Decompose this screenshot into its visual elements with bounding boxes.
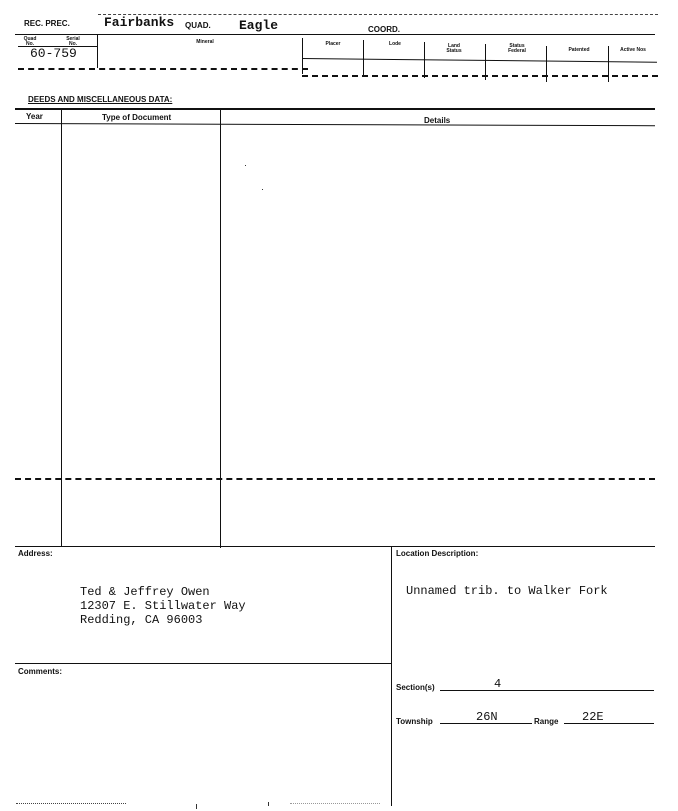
patented-label: Patented — [568, 47, 590, 53]
scan-noise-bottom — [16, 803, 126, 804]
address-line-1: Ted & Jeffrey Owen — [80, 585, 210, 599]
paper-speck — [262, 189, 263, 190]
deeds-col-divider-1 — [61, 108, 62, 546]
quad-value: Eagle — [239, 18, 279, 33]
address-label: Address: — [18, 549, 53, 558]
coord-label: COORD. — [368, 25, 400, 34]
placer-label: Placer — [325, 41, 341, 47]
header-bottom-rule — [15, 34, 655, 35]
claim-bottom-dash — [18, 68, 308, 70]
deeds-header-rule — [15, 123, 655, 126]
location-value: Unnamed trib. to Walker Fork — [406, 584, 608, 598]
address-location-divider — [391, 546, 392, 806]
location-label: Location Description: — [396, 549, 479, 558]
claim-row-rule — [302, 58, 657, 63]
rec-prec-value: Fairbanks — [104, 15, 175, 30]
status-federal-label: Status Federal — [508, 43, 526, 54]
deeds-section-title: DEEDS AND MISCELLANEOUS DATA: — [28, 95, 173, 104]
claim-col-divider-1 — [97, 34, 98, 68]
address-line-3: Redding, CA 96003 — [80, 613, 203, 627]
quad-label: QUAD. — [185, 21, 211, 30]
section-value: 4 — [494, 677, 502, 691]
quad-no-label: Quad No. — [23, 36, 37, 47]
paper-speck — [268, 802, 269, 806]
col-year-header: Year — [26, 112, 43, 121]
mineral-label: Mineral — [196, 39, 214, 45]
scan-noise-bottom — [290, 803, 380, 804]
header-top-rule — [98, 14, 658, 15]
township-value: 26N — [476, 710, 498, 724]
quad-serial-value: 60-759 — [30, 46, 77, 61]
range-value: 22E — [582, 710, 604, 724]
comments-label: Comments: — [18, 667, 63, 676]
rec-prec-label: REC. PREC. — [24, 19, 70, 28]
paper-speck — [245, 165, 246, 166]
address-top-rule — [15, 546, 655, 547]
township-label: Township — [396, 717, 433, 726]
active-nos-label: Active Nos — [620, 47, 646, 53]
deeds-col-divider-2 — [220, 108, 221, 548]
range-label: Range — [534, 717, 559, 726]
section-underline — [440, 690, 654, 691]
claim-bottom-dash-right — [302, 75, 658, 77]
deeds-top-rule — [15, 108, 655, 110]
range-underline — [564, 723, 654, 724]
land-status-label: Land Status — [446, 43, 462, 54]
comments-top-rule — [15, 663, 391, 664]
paper-speck — [196, 804, 197, 809]
col-details-header: Details — [424, 116, 451, 125]
deeds-lower-dash — [15, 478, 655, 480]
section-label: Section(s) — [396, 683, 435, 692]
lode-label: Lode — [389, 41, 401, 47]
serial-no-label: Serial No. — [66, 36, 80, 47]
address-line-2: 12307 E. Stillwater Way — [80, 599, 246, 613]
col-type-header: Type of Document — [102, 113, 172, 122]
